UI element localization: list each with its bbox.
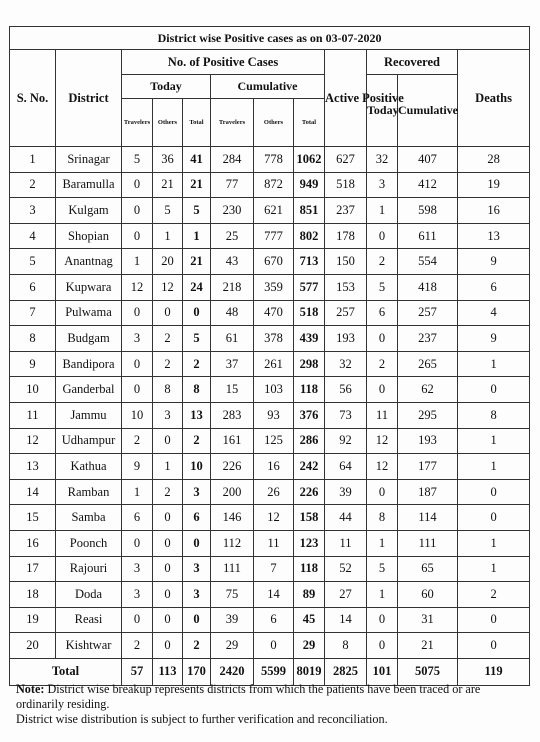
header-recovered: Recovered <box>367 50 458 75</box>
cell-cumulative-others: 93 <box>254 402 294 428</box>
cell-today-total: 21 <box>183 249 211 275</box>
cell-cumulative-total: 802 <box>294 223 325 249</box>
cell-today-total: 0 <box>183 530 211 556</box>
cell-sno: 12 <box>10 428 56 454</box>
cell-recovered-today: 0 <box>367 607 398 633</box>
cell-district: Kishtwar <box>56 633 122 659</box>
cell-today-others: 8 <box>153 377 183 403</box>
cell-recovered-today: 1 <box>367 530 398 556</box>
cell-active: 92 <box>325 428 367 454</box>
cell-recovered-cumulative: 295 <box>398 402 458 428</box>
cell-sno: 2 <box>10 172 56 198</box>
table-row <box>10 377 530 403</box>
cell-recovered-cumulative: 554 <box>398 249 458 275</box>
cell-today-total: 41 <box>183 147 211 173</box>
cell-today-others: 0 <box>153 428 183 454</box>
cell-cumulative-total: 518 <box>294 300 325 326</box>
district-cases-table <box>9 26 530 686</box>
cell-district: Jammu <box>56 402 122 428</box>
cell-district: Samba <box>56 505 122 531</box>
cell-sno: 1 <box>10 147 56 173</box>
header-deaths: Deaths <box>458 50 530 147</box>
cell-cumulative-total: 242 <box>294 454 325 480</box>
cell-today-total: 3 <box>183 582 211 608</box>
cell-recovered-today: 1 <box>367 198 398 224</box>
cell-today-travelers: 0 <box>122 300 153 326</box>
cell-district: Kulgam <box>56 198 122 224</box>
cell-cumulative-total: 851 <box>294 198 325 224</box>
cell-today-total: 2 <box>183 428 211 454</box>
cell-cumulative-others: 359 <box>254 274 294 300</box>
cell-cumulative-total: 158 <box>294 505 325 531</box>
total-deaths: 119 <box>458 658 530 685</box>
cell-active: 64 <box>325 454 367 480</box>
cell-cumulative-others: 470 <box>254 300 294 326</box>
cell-active: 52 <box>325 556 367 582</box>
cell-cumulative-travelers: 200 <box>211 479 254 505</box>
cell-today-total: 2 <box>183 351 211 377</box>
cell-active: 237 <box>325 198 367 224</box>
cell-cumulative-total: 949 <box>294 172 325 198</box>
cell-sno: 11 <box>10 402 56 428</box>
cell-recovered-cumulative: 65 <box>398 556 458 582</box>
cell-recovered-today: 2 <box>367 249 398 275</box>
cell-recovered-today: 12 <box>367 454 398 480</box>
cell-district: Shopian <box>56 223 122 249</box>
cell-today-others: 0 <box>153 300 183 326</box>
cell-recovered-today: 1 <box>367 582 398 608</box>
cell-today-travelers: 5 <box>122 147 153 173</box>
cell-active: 518 <box>325 172 367 198</box>
cell-recovered-today: 5 <box>367 556 398 582</box>
cell-cumulative-travelers: 29 <box>211 633 254 659</box>
header-positive-cases: No. of Positive Cases <box>122 50 325 75</box>
cell-cumulative-others: 16 <box>254 454 294 480</box>
cell-recovered-cumulative: 111 <box>398 530 458 556</box>
cell-active: 27 <box>325 582 367 608</box>
cell-today-travelers: 9 <box>122 454 153 480</box>
cell-recovered-today: 0 <box>367 326 398 352</box>
cell-today-travelers: 1 <box>122 479 153 505</box>
cell-today-total: 8 <box>183 377 211 403</box>
cell-district: Udhampur <box>56 428 122 454</box>
table-row <box>10 556 530 582</box>
header-cumulative: Cumulative <box>211 75 325 99</box>
cell-recovered-cumulative: 257 <box>398 300 458 326</box>
note-text-1: District wise breakup represents districts from which the patients have been traced or are ordinarily residing. <box>16 682 481 711</box>
cell-active: 627 <box>325 147 367 173</box>
cell-today-others: 0 <box>153 607 183 633</box>
table-row <box>10 607 530 633</box>
note-line-1 <box>16 682 528 712</box>
cell-recovered-cumulative: 114 <box>398 505 458 531</box>
cell-today-others: 36 <box>153 147 183 173</box>
cell-sno: 4 <box>10 223 56 249</box>
total-today-travelers: 57 <box>122 658 153 685</box>
cell-today-others: 2 <box>153 479 183 505</box>
table-row <box>10 198 530 224</box>
cell-active: 257 <box>325 300 367 326</box>
cell-cumulative-total: 118 <box>294 556 325 582</box>
cell-today-travelers: 2 <box>122 633 153 659</box>
cell-district: Ramban <box>56 479 122 505</box>
cell-sno: 13 <box>10 454 56 480</box>
cell-deaths: 16 <box>458 198 530 224</box>
cell-cumulative-travelers: 283 <box>211 402 254 428</box>
cell-today-travelers: 0 <box>122 351 153 377</box>
cell-today-travelers: 0 <box>122 377 153 403</box>
cell-cumulative-total: 286 <box>294 428 325 454</box>
cell-cumulative-total: 713 <box>294 249 325 275</box>
cell-today-others: 2 <box>153 351 183 377</box>
cell-today-total: 1 <box>183 223 211 249</box>
table-title: District wise Positive cases as on 03-07-2020 <box>10 27 530 50</box>
table-body <box>10 147 530 659</box>
cell-today-travelers: 0 <box>122 172 153 198</box>
cell-recovered-cumulative: 265 <box>398 351 458 377</box>
cell-deaths: 9 <box>458 249 530 275</box>
cell-district: Budgam <box>56 326 122 352</box>
cell-recovered-cumulative: 418 <box>398 274 458 300</box>
cell-recovered-today: 3 <box>367 172 398 198</box>
table-row <box>10 326 530 352</box>
cell-cumulative-travelers: 77 <box>211 172 254 198</box>
cell-recovered-cumulative: 193 <box>398 428 458 454</box>
cell-cumulative-others: 261 <box>254 351 294 377</box>
total-cumulative-total: 8019 <box>294 658 325 685</box>
total-cumulative-travelers: 2420 <box>211 658 254 685</box>
header-active-positive: Active Positive <box>325 50 367 147</box>
cell-today-travelers: 6 <box>122 505 153 531</box>
cell-sno: 5 <box>10 249 56 275</box>
cell-recovered-today: 0 <box>367 633 398 659</box>
cell-today-total: 5 <box>183 326 211 352</box>
cell-today-others: 12 <box>153 274 183 300</box>
cell-sno: 3 <box>10 198 56 224</box>
cell-sno: 19 <box>10 607 56 633</box>
cell-recovered-today: 0 <box>367 377 398 403</box>
cell-deaths: 13 <box>458 223 530 249</box>
cell-sno: 20 <box>10 633 56 659</box>
cell-recovered-cumulative: 31 <box>398 607 458 633</box>
header-cumulative-travelers: Travelers <box>211 99 254 147</box>
cell-cumulative-total: 439 <box>294 326 325 352</box>
total-label: Total <box>10 658 122 685</box>
total-recovered-today: 101 <box>367 658 398 685</box>
cell-cumulative-travelers: 25 <box>211 223 254 249</box>
table-row <box>10 300 530 326</box>
cell-cumulative-total: 1062 <box>294 147 325 173</box>
table-row <box>10 530 530 556</box>
cell-today-total: 21 <box>183 172 211 198</box>
cell-cumulative-others: 378 <box>254 326 294 352</box>
cell-today-others: 1 <box>153 454 183 480</box>
cell-deaths: 8 <box>458 402 530 428</box>
header-today: Today <box>122 75 211 99</box>
header-today-travelers: Travelers <box>122 99 153 147</box>
cell-cumulative-travelers: 61 <box>211 326 254 352</box>
cell-today-travelers: 1 <box>122 249 153 275</box>
cell-sno: 18 <box>10 582 56 608</box>
cell-sno: 17 <box>10 556 56 582</box>
cell-today-travelers: 3 <box>122 326 153 352</box>
cell-recovered-today: 0 <box>367 479 398 505</box>
cell-today-others: 5 <box>153 198 183 224</box>
cell-deaths: 2 <box>458 582 530 608</box>
cell-recovered-today: 2 <box>367 351 398 377</box>
cell-sno: 16 <box>10 530 56 556</box>
cell-recovered-today: 11 <box>367 402 398 428</box>
cell-active: 39 <box>325 479 367 505</box>
cell-district: Ganderbal <box>56 377 122 403</box>
cell-today-others: 0 <box>153 582 183 608</box>
cell-cumulative-total: 376 <box>294 402 325 428</box>
cell-cumulative-total: 298 <box>294 351 325 377</box>
cell-cumulative-total: 123 <box>294 530 325 556</box>
cell-recovered-cumulative: 177 <box>398 454 458 480</box>
cell-sno: 14 <box>10 479 56 505</box>
header-cumulative-others: Others <box>254 99 294 147</box>
cell-deaths: 1 <box>458 454 530 480</box>
cell-district: Pulwama <box>56 300 122 326</box>
cell-today-others: 0 <box>153 556 183 582</box>
cell-today-others: 20 <box>153 249 183 275</box>
cell-deaths: 0 <box>458 377 530 403</box>
cell-today-travelers: 12 <box>122 274 153 300</box>
cell-cumulative-travelers: 112 <box>211 530 254 556</box>
cell-recovered-cumulative: 187 <box>398 479 458 505</box>
cell-deaths: 0 <box>458 479 530 505</box>
cell-recovered-cumulative: 62 <box>398 377 458 403</box>
cell-district: Kupwara <box>56 274 122 300</box>
cell-active: 14 <box>325 607 367 633</box>
cell-deaths: 1 <box>458 428 530 454</box>
table-row <box>10 582 530 608</box>
header-cumulative-total: Total <box>294 99 325 147</box>
cell-sno: 15 <box>10 505 56 531</box>
cell-sno: 7 <box>10 300 56 326</box>
total-recovered-cumulative: 5075 <box>398 658 458 685</box>
cell-deaths: 28 <box>458 147 530 173</box>
cell-today-travelers: 3 <box>122 582 153 608</box>
cell-cumulative-others: 0 <box>254 633 294 659</box>
cell-today-travelers: 0 <box>122 530 153 556</box>
cell-recovered-cumulative: 407 <box>398 147 458 173</box>
cell-cumulative-total: 29 <box>294 633 325 659</box>
cell-today-total: 3 <box>183 479 211 505</box>
cell-cumulative-others: 11 <box>254 530 294 556</box>
cell-today-others: 0 <box>153 633 183 659</box>
table-row <box>10 223 530 249</box>
cell-today-total: 0 <box>183 607 211 633</box>
table-row <box>10 147 530 173</box>
cell-deaths: 19 <box>458 172 530 198</box>
cell-district: Bandipora <box>56 351 122 377</box>
cell-today-travelers: 0 <box>122 198 153 224</box>
cell-today-others: 3 <box>153 402 183 428</box>
table-row <box>10 351 530 377</box>
cell-cumulative-others: 26 <box>254 479 294 505</box>
cell-cumulative-total: 226 <box>294 479 325 505</box>
cell-cumulative-travelers: 111 <box>211 556 254 582</box>
cell-sno: 6 <box>10 274 56 300</box>
header-recovered-cumulative: Cumulative <box>398 75 458 147</box>
cell-today-others: 0 <box>153 530 183 556</box>
cell-deaths: 1 <box>458 530 530 556</box>
cell-cumulative-others: 12 <box>254 505 294 531</box>
total-today-others: 113 <box>153 658 183 685</box>
cell-district: Baramulla <box>56 172 122 198</box>
table-row <box>10 454 530 480</box>
cell-cumulative-others: 670 <box>254 249 294 275</box>
cell-today-total: 13 <box>183 402 211 428</box>
cell-active: 11 <box>325 530 367 556</box>
cell-cumulative-others: 872 <box>254 172 294 198</box>
cell-active: 8 <box>325 633 367 659</box>
cell-recovered-today: 0 <box>367 223 398 249</box>
cell-deaths: 9 <box>458 326 530 352</box>
cell-active: 178 <box>325 223 367 249</box>
cell-active: 73 <box>325 402 367 428</box>
cell-cumulative-total: 577 <box>294 274 325 300</box>
cell-cumulative-others: 778 <box>254 147 294 173</box>
header-today-total: Total <box>183 99 211 147</box>
cell-recovered-today: 8 <box>367 505 398 531</box>
cell-district: Doda <box>56 582 122 608</box>
table-row <box>10 505 530 531</box>
cell-cumulative-travelers: 75 <box>211 582 254 608</box>
cell-deaths: 4 <box>458 300 530 326</box>
cell-today-travelers: 3 <box>122 556 153 582</box>
cell-today-total: 5 <box>183 198 211 224</box>
cell-sno: 8 <box>10 326 56 352</box>
cell-deaths: 1 <box>458 556 530 582</box>
cell-deaths: 0 <box>458 505 530 531</box>
table-row <box>10 274 530 300</box>
header-district: District <box>56 50 122 147</box>
cell-deaths: 1 <box>458 351 530 377</box>
total-today-total: 170 <box>183 658 211 685</box>
cell-district: Kathua <box>56 454 122 480</box>
cell-recovered-today: 5 <box>367 274 398 300</box>
table-row <box>10 479 530 505</box>
cell-recovered-cumulative: 598 <box>398 198 458 224</box>
cell-district: Anantnag <box>56 249 122 275</box>
note <box>16 682 528 727</box>
cell-cumulative-total: 45 <box>294 607 325 633</box>
cell-today-others: 0 <box>153 505 183 531</box>
cell-recovered-today: 6 <box>367 300 398 326</box>
cell-today-total: 2 <box>183 633 211 659</box>
cell-deaths: 6 <box>458 274 530 300</box>
cell-today-others: 2 <box>153 326 183 352</box>
cell-today-total: 24 <box>183 274 211 300</box>
cell-today-travelers: 0 <box>122 223 153 249</box>
cell-today-total: 6 <box>183 505 211 531</box>
table-row <box>10 402 530 428</box>
cell-cumulative-travelers: 39 <box>211 607 254 633</box>
note-line-2: District wise distribution is subject to further verification and reconciliation. <box>16 712 388 726</box>
table-row <box>10 172 530 198</box>
note-label: Note: <box>16 682 45 696</box>
cell-cumulative-travelers: 146 <box>211 505 254 531</box>
table-row <box>10 428 530 454</box>
cell-today-travelers: 2 <box>122 428 153 454</box>
cell-active: 193 <box>325 326 367 352</box>
cell-active: 153 <box>325 274 367 300</box>
cell-cumulative-others: 14 <box>254 582 294 608</box>
cell-today-others: 1 <box>153 223 183 249</box>
cell-cumulative-others: 777 <box>254 223 294 249</box>
cell-recovered-today: 32 <box>367 147 398 173</box>
cell-sno: 10 <box>10 377 56 403</box>
cell-cumulative-travelers: 43 <box>211 249 254 275</box>
header-today-others: Others <box>153 99 183 147</box>
cell-cumulative-travelers: 37 <box>211 351 254 377</box>
cell-today-total: 10 <box>183 454 211 480</box>
header-recovered-today: Today <box>367 75 398 147</box>
cell-cumulative-others: 103 <box>254 377 294 403</box>
cell-cumulative-total: 89 <box>294 582 325 608</box>
cell-district: Srinagar <box>56 147 122 173</box>
cell-active: 56 <box>325 377 367 403</box>
cell-today-total: 0 <box>183 300 211 326</box>
cell-cumulative-others: 7 <box>254 556 294 582</box>
total-active: 2825 <box>325 658 367 685</box>
cell-active: 150 <box>325 249 367 275</box>
table-row <box>10 633 530 659</box>
cell-cumulative-travelers: 15 <box>211 377 254 403</box>
cell-today-others: 21 <box>153 172 183 198</box>
cell-cumulative-travelers: 230 <box>211 198 254 224</box>
cell-active: 44 <box>325 505 367 531</box>
cell-today-travelers: 0 <box>122 607 153 633</box>
cell-deaths: 0 <box>458 607 530 633</box>
cell-recovered-cumulative: 412 <box>398 172 458 198</box>
cell-recovered-today: 12 <box>367 428 398 454</box>
cell-sno: 9 <box>10 351 56 377</box>
cell-cumulative-others: 125 <box>254 428 294 454</box>
cell-cumulative-travelers: 161 <box>211 428 254 454</box>
cell-deaths: 0 <box>458 633 530 659</box>
cell-cumulative-others: 6 <box>254 607 294 633</box>
cell-recovered-cumulative: 60 <box>398 582 458 608</box>
cell-district: Rajouri <box>56 556 122 582</box>
cell-cumulative-travelers: 218 <box>211 274 254 300</box>
cell-cumulative-others: 621 <box>254 198 294 224</box>
table-row <box>10 249 530 275</box>
cell-recovered-cumulative: 237 <box>398 326 458 352</box>
cell-district: Reasi <box>56 607 122 633</box>
cell-cumulative-travelers: 284 <box>211 147 254 173</box>
cell-cumulative-travelers: 48 <box>211 300 254 326</box>
cell-recovered-cumulative: 611 <box>398 223 458 249</box>
header-sno: S. No. <box>10 50 56 147</box>
cell-cumulative-travelers: 226 <box>211 454 254 480</box>
cell-today-total: 3 <box>183 556 211 582</box>
total-cumulative-others: 5599 <box>254 658 294 685</box>
cell-today-travelers: 10 <box>122 402 153 428</box>
cell-active: 32 <box>325 351 367 377</box>
cell-recovered-cumulative: 21 <box>398 633 458 659</box>
cell-district: Poonch <box>56 530 122 556</box>
cell-cumulative-total: 118 <box>294 377 325 403</box>
